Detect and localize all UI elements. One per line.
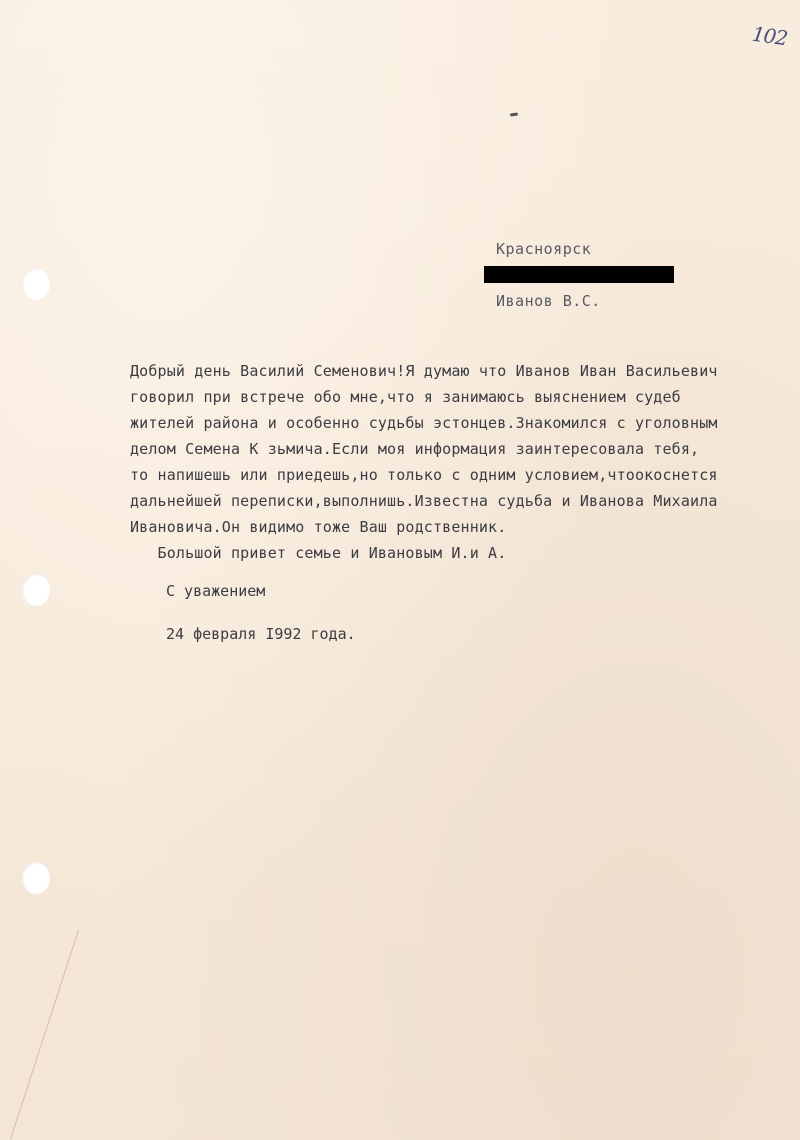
body-line: жителей района и особенно судьбы эстонцев.Знакомился с уголовным [130,414,718,432]
ink-speck [510,112,518,116]
punch-hole [22,574,50,606]
body-line: то напишешь или приедешь,но только с одним условием,чтоокоснется [130,466,718,484]
folio-number: 102 [750,21,789,51]
address-recipient: Иванов В.С. [496,292,601,310]
punch-hole [22,862,50,894]
closing-phrase: С уважением [166,582,266,600]
body-line: Большой привет семье и Ивановым И.и А. [130,544,507,562]
letter-body [130,358,800,566]
body-line: говорил при встрече обо мне,что я занимаюсь выяснением судеб [130,388,681,406]
paper-crease [10,930,79,1140]
body-line: делом Семена К зьмича.Если моя информация заинтересовала тебя, [130,440,700,458]
body-line: Добрый день Василий Семенович!Я думаю что Иванов Иван Васильевич [130,362,718,380]
body-line: Ивановича.Он видимо тоже Ваш родственник. [130,518,507,536]
address-city: Красноярск [496,240,592,258]
redaction-bar [484,266,674,283]
letter-date: 24 февраля I992 года. [166,625,356,643]
body-line: дальнейшей переписки,выполнишь.Известна судьба и Иванова Михаила [130,492,718,510]
punch-hole [22,268,50,300]
